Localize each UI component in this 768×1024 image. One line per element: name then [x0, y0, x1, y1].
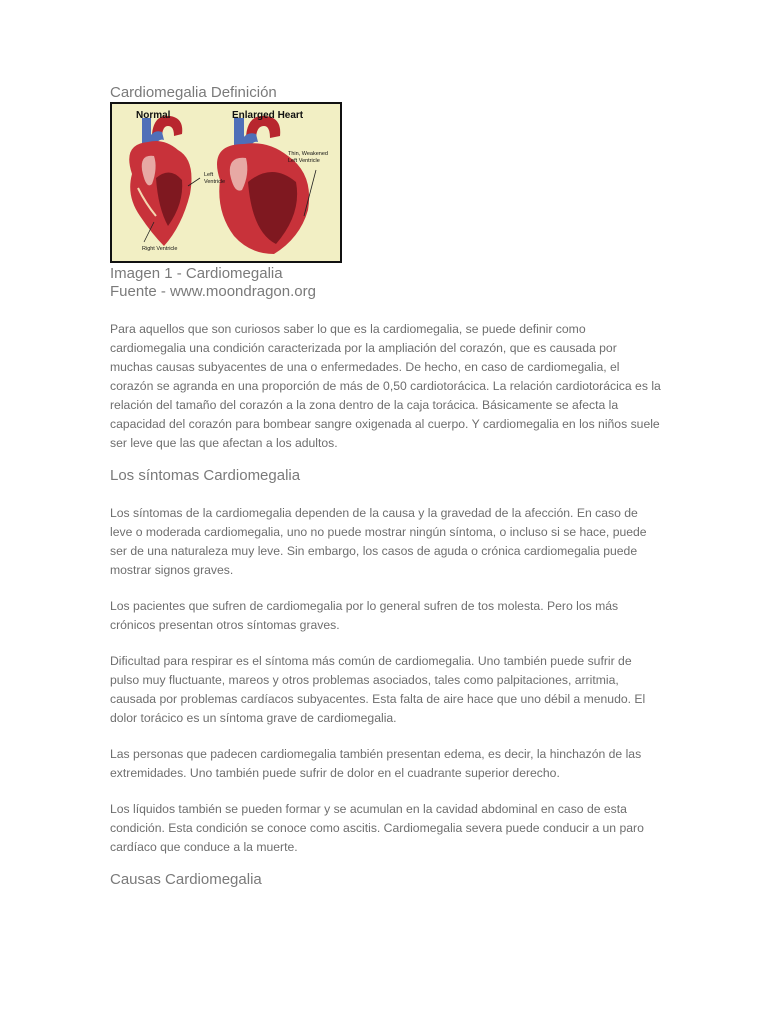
heart-illustration: [112, 104, 340, 261]
heart-comparison-image: [110, 102, 342, 263]
label-left: Left: [204, 172, 214, 178]
symptoms-paragraph-5: Los líquidos también se pueden formar y se acumulan en la cavidad abdominal en caso de esta condición. Esta condición se conoce como ascitis. Cardiomegalia severa puede conducir a un paro cardíaco que conduce a la muerte.: [110, 802, 644, 854]
heading-causes: Causas Cardiomegalia: [110, 871, 262, 888]
symptoms-paragraph-4: Las personas que padecen cardiomegalia también presentan edema, es decir, la hinchazón de las extremidades. Uno también puede sufrir de dolor en el cuadrante superior derecho.: [110, 747, 642, 780]
image-caption: [110, 265, 316, 301]
label-thin-left-ventricle: Left Ventricle: [288, 158, 320, 164]
caption-source: Fuente - www.moondragon.org: [110, 283, 316, 300]
label-normal: Normal: [136, 110, 171, 121]
heading-symptoms: Los síntomas Cardiomegalia: [110, 467, 301, 484]
symptoms-paragraph-3: Dificultad para respirar es el síntoma más común de cardiomegalia. Uno también puede sufrir de pulso muy fluctuante, mareos y otros problemas asociados, tales como palpitaciones, arritmia, causada por problemas cardíacos subyacentes. Esta falta de aire hace que uno débil a menudo. El dolor torácico es un síntoma grave de cardiomegalia.: [110, 654, 646, 725]
caption-title: Imagen 1 - Cardiomegalia: [110, 265, 283, 282]
label-ventricle: Ventricle: [204, 179, 226, 185]
symptoms-paragraph-1: Los síntomas de la cardiomegalia dependen de la causa y la gravedad de la afección. En caso de leve o moderada cardiomegalia, uno no puede mostrar ningún síntoma, o incluso si se hace, puede ser de una naturaleza muy leve. Sin embargo, los casos de aguda o crónica cardiomegalia puede mostrar signos graves.: [110, 506, 647, 577]
label-enlarged-heart: Enlarged Heart: [232, 110, 304, 121]
symptoms-paragraph-2: Los pacientes que sufren de cardiomegalia por lo general sufren de tos molesta. Pero los más crónicos presentan otros síntomas graves.: [110, 599, 619, 632]
intro-paragraph: Para aquellos que son curiosos saber lo que es la cardiomegalia, se puede definir como cardiomegalia una condición caracterizada por la ampliación del corazón, que es causada por muchas causas subyacentes de una o enfermedades. De hecho, en caso de cardiomegalia, el corazón se agranda en una proporción de más de 0,50 cardiotorácica. La relación cardiotorácica es la relación del tamaño del corazón a la zona dentro de la caja torácica. Básicamente se afecta la capacidad del corazón para bombear sangre oxigenada al cuerpo. Y cardiomegalia en los niños suele ser leve que las que afectan a los adultos.: [110, 322, 661, 450]
page-title: Cardiomegalia Definición: [110, 84, 277, 101]
label-thin-weakened: Thin, Weakened: [288, 151, 328, 157]
label-right-ventricle: Right Ventricle: [142, 246, 178, 252]
